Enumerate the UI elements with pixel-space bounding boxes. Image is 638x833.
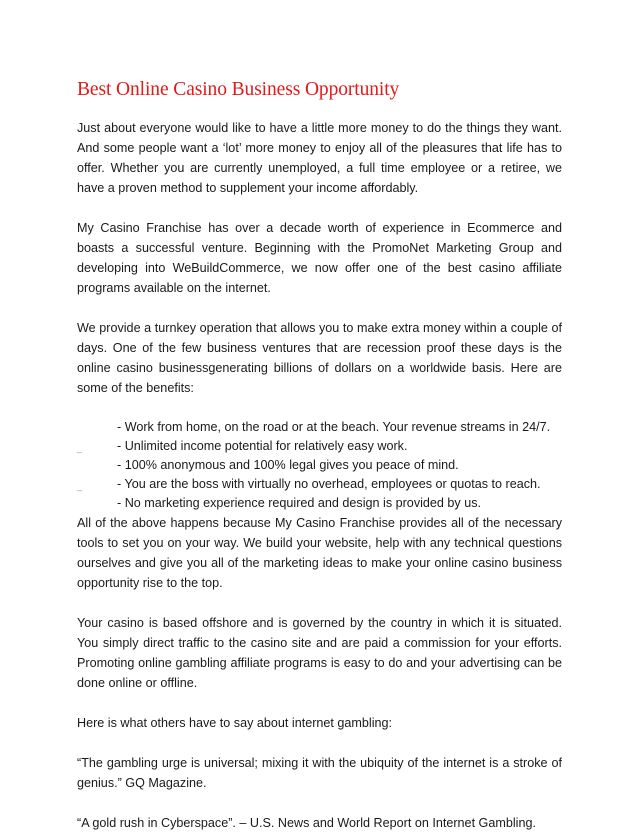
list-item: [77, 418, 562, 437]
quotes-intro-paragraph: Here is what others have to say about internet gambling:: [77, 716, 393, 730]
benefits-list: [77, 418, 562, 513]
list-item-text: - No marketing experience required and design is provided by us.: [117, 496, 482, 510]
gq-quote-paragraph: “The gambling urge is universal; mixing it with the ubiquity of the internet is a stroke of genius.” GQ Magazine.: [77, 756, 562, 790]
offshore-paragraph: Your casino is based offshore and is governed by the country in which it is situated. You simply direct traffic to the casino site and are paid a commission for your efforts. Promoting online gambling affiliate programs is easy to do and your advertising can be done online or offline.: [77, 616, 562, 690]
tools-paragraph: All of the above happens because My Casino Franchise provides all of the necessary tools to set you on your way. We build your website, help with any technical questions ourselves and give you all of the marketing ideas to make your online casino business opportunity rise to the top.: [77, 516, 562, 590]
experience-paragraph: My Casino Franchise has over a decade worth of experience in Ecommerce and boasts a successful venture. Beginning with the PromoNet Marketing Group and developing into WeBuildCommerce, we now offer one of the best casino affiliate programs available on the internet.: [77, 221, 562, 295]
list-item-text: - Unlimited income potential for relatively easy work.: [117, 439, 408, 453]
list-item: [77, 494, 562, 513]
page-title: Best Online Casino Business Opportunity: [77, 79, 400, 100]
turnkey-paragraph: We provide a turnkey operation that allows you to make extra money within a couple of days. One of the few business ventures that are recession proof these days is the online casino businessgenerating billions of dollars on a worldwide basis. Here are some of the benefits:: [77, 321, 562, 395]
list-item-text: - You are the boss with virtually no overhead, employees or quotas to reach.: [117, 477, 541, 491]
list-item-text: - 100% anonymous and 100% legal gives you peace of mind.: [117, 458, 459, 472]
list-item: [77, 456, 562, 475]
list-marker: _: [77, 443, 83, 453]
list-item: [77, 437, 562, 456]
list-item: [77, 475, 562, 494]
usnews-quote-paragraph: “A gold rush in Cyberspace”. – U.S. News and World Report on Internet Gambling.: [77, 816, 536, 830]
list-marker: _: [77, 481, 83, 491]
list-item-text: - Work from home, on the road or at the beach. Your revenue streams in 24/7.: [117, 420, 551, 434]
intro-paragraph: Just about everyone would like to have a little more money to do the things they want. And some people want a ‘lot’ more money to enjoy all of the pleasures that life has to offer. Whether you are currently unemployed, a full time employee or a retiree, we have a proven method to supplement your income affordably.: [77, 121, 562, 195]
